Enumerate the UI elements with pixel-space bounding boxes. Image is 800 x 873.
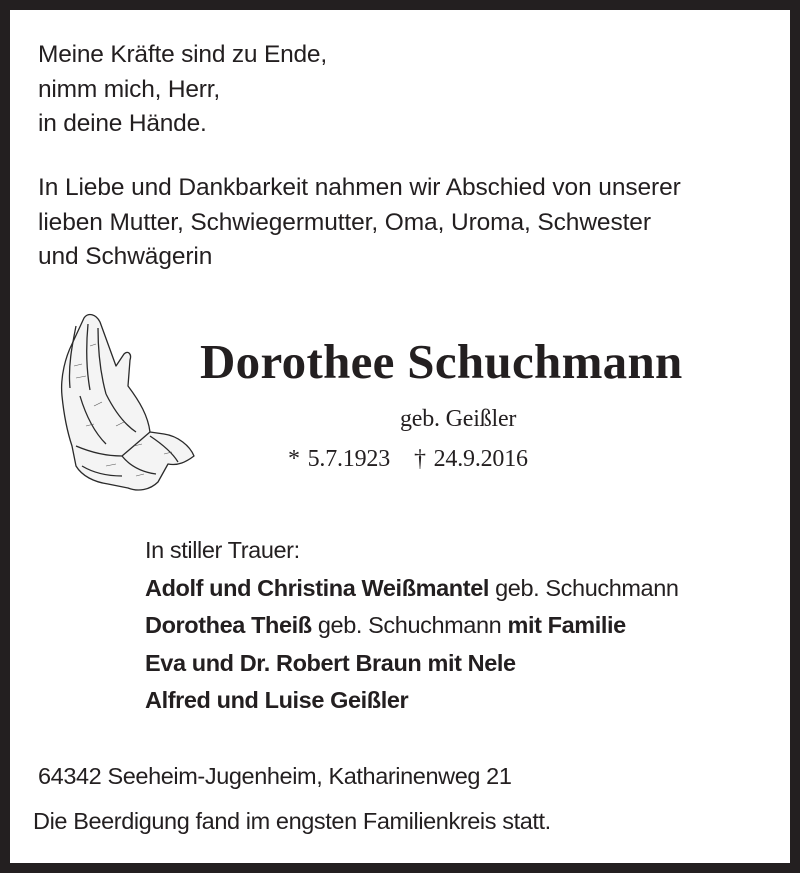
mourner-row [145, 571, 679, 609]
mourner-name: Adolf und Christina Weißmantel [145, 574, 489, 601]
intro-line: lieben Mutter, Schwiegermutter, Oma, Uroma, Schwester [38, 208, 651, 236]
verse [38, 38, 327, 142]
praying-hands-icon [46, 306, 196, 501]
birth-date: * 5.7.1923 [288, 446, 391, 472]
intro-line: und Schwägerin [38, 243, 213, 270]
mourner-name: Eva und Dr. Robert Braun mit Nele [145, 649, 516, 676]
mourner-row [145, 683, 679, 721]
mourners-list [145, 533, 679, 721]
death-date: † 24.9.2016 [414, 446, 528, 472]
maiden-name: geb. Geißler [400, 406, 517, 432]
verse-line: Meine Kräfte sind zu Ende, [38, 41, 327, 68]
mourner-family: mit Familie [507, 612, 626, 638]
burial-note: Die Beerdigung fand im engsten Familienkreis statt. [33, 808, 551, 834]
deceased-name: Dorothee Schuchmann [200, 334, 683, 389]
address: 64342 Seeheim-Jugenheim, Katharinenweg 21 [38, 763, 512, 789]
mourner-suffix: geb. Schuchmann [311, 612, 508, 638]
mourner-suffix: geb. Schuchmann [489, 574, 679, 601]
intro-text [38, 171, 681, 275]
life-dates [288, 442, 528, 476]
verse-line: in deine Hände. [38, 110, 207, 137]
obituary-notice [10, 10, 790, 863]
mourner-name: Alfred und Luise Geißler [145, 687, 409, 713]
mourner-name: Dorothea Theiß [145, 612, 312, 638]
verse-line: nimm mich, Herr, [38, 75, 220, 103]
mourners-heading: In stiller Trauer: [145, 537, 300, 563]
mourner-row [145, 646, 679, 684]
mourner-row [145, 608, 679, 646]
intro-line: In Liebe und Dankbarkeit nahmen wir Abschied von unserer [38, 174, 681, 201]
